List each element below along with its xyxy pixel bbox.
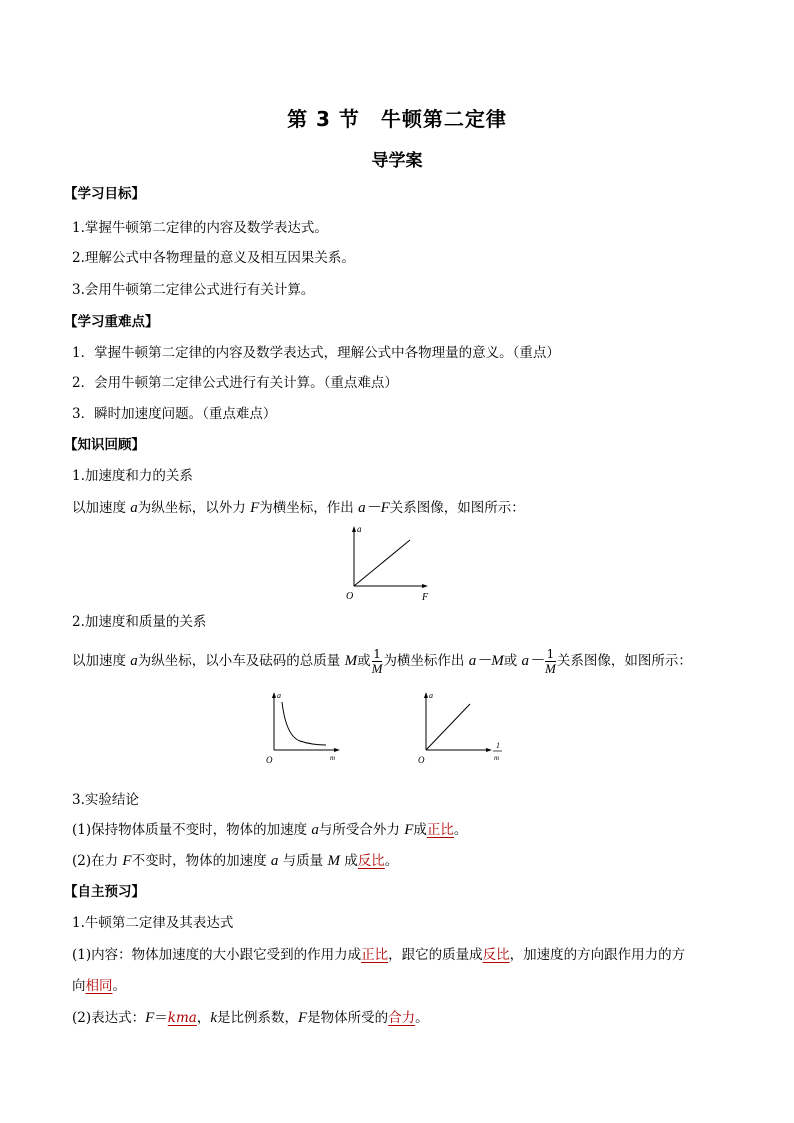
goal-item-2: 2.理解公式中各物理量的意义及相互因果关系。: [72, 250, 355, 266]
fraction-1-over-M: $\frac{1}{M}$: [371, 647, 383, 676]
graph2-curve: [282, 702, 326, 745]
answer-net-force: 合力: [388, 1010, 416, 1026]
key-point-item-1: 1．掌握牛顿第二定律的内容及数学表达式，理解公式中各物理量的意义。（重点）: [72, 345, 560, 361]
section-heading-key-points: 【学习重难点】: [64, 314, 159, 330]
graph3-y-label: a: [429, 691, 433, 700]
answer-inverse-proportion: 反比: [357, 853, 385, 869]
conclusion-2: (2)在力 F不变时，物体的加速度 a 与质量 M 成反比。: [72, 853, 399, 869]
conclusion-1: (1)保持物体质量不变时，物体的加速度 a与所受合外力 F成正比。: [72, 822, 468, 838]
graph-a-vs-m: [262, 690, 352, 766]
key-point-item-3: 3．瞬时加速度问题。（重点难点）: [72, 406, 277, 422]
answer-direct-proportion: 正比: [426, 822, 454, 838]
graph3-x-label-den: m: [494, 754, 500, 762]
preview-expression: (2)表达式：F＝kma，k是比例系数，F是物体所受的合力。: [72, 1010, 429, 1026]
review-sub2-title: 2.加速度和质量的关系: [72, 614, 207, 630]
graph1-y-label: a: [357, 524, 362, 534]
review-sub2-text: 以加速度 a为纵坐标，以小车及砝码的总质量 M或 $\frac{1}{M}$ 为横坐标作出 a－M或 a－ $\frac{1}{M}$ 关系图像，如图所示：: [72, 647, 692, 676]
goal-item-1: 1.掌握牛顿第二定律的内容及数学表达式。: [72, 220, 328, 236]
section-heading-review: 【知识回顾】: [64, 437, 145, 453]
page-title: 第 3 节 牛顿第二定律: [287, 107, 507, 131]
answer-inverse-proportion-2: 反比: [482, 947, 510, 963]
review-sub3-title: 3.实验结论: [72, 792, 139, 808]
graph3-x-label-num: 1: [496, 741, 500, 750]
graph1-x-label: F: [422, 592, 429, 603]
page-subtitle: 导学案: [371, 151, 423, 171]
section-heading-preview: 【自主预习】: [64, 884, 145, 900]
graph2-origin: O: [266, 755, 273, 765]
graph2-y-label: a: [277, 691, 281, 700]
graph2-x-label: m: [330, 754, 336, 762]
graph-a-vs-inverse-m: [414, 690, 510, 766]
preview-content-line1: (1)内容：物体加速度的大小跟它受到的作用力成正比，跟它的质量成反比，加速度的方向跟作用力的方: [72, 947, 686, 963]
fraction-1-over-M-2: $\frac{1}{M}$: [545, 647, 556, 676]
graph-a-vs-F: [340, 522, 440, 602]
graph3-origin: O: [418, 755, 425, 765]
goal-item-3: 3.会用牛顿第二定律公式进行有关计算。: [72, 282, 315, 298]
preview-sub1-title: 1.牛顿第二定律及其表达式: [72, 915, 234, 931]
review-sub1-title: 1.加速度和力的关系: [72, 468, 193, 484]
graph1-origin: O: [346, 591, 354, 602]
graph1-line: [354, 540, 410, 586]
preview-content-line2: 向相同。: [72, 978, 126, 994]
review-sub1-text: 以加速度 a为纵坐标，以外力 F为横坐标，作出 a－F关系图像，如图所示：: [72, 500, 525, 516]
answer-kma: kma: [167, 1010, 197, 1026]
graph3-line: [426, 704, 470, 750]
key-point-item-2: 2．会用牛顿第二定律公式进行有关计算。（重点难点）: [72, 375, 398, 391]
answer-direct-proportion-2: 正比: [361, 947, 389, 963]
answer-same-direction: 相同: [85, 978, 113, 994]
section-heading-goals: 【学习目标】: [64, 186, 145, 202]
